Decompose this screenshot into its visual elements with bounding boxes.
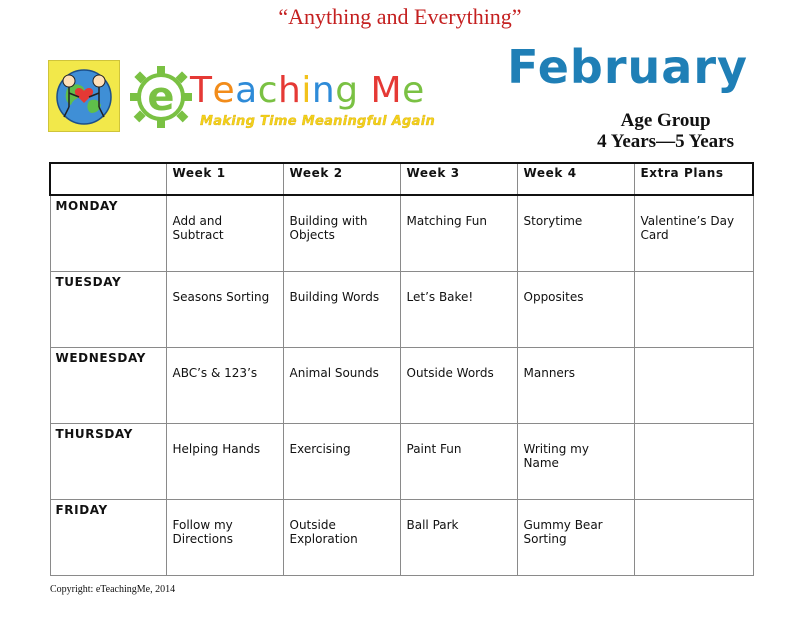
activity-cell: Building Words	[283, 271, 400, 347]
activity-cell	[634, 423, 753, 499]
activity-cell: Outside Words	[400, 347, 517, 423]
brand-letter: i	[301, 70, 312, 111]
brand-letter: h	[278, 70, 302, 111]
column-header: Extra Plans	[634, 163, 753, 195]
activity-cell: ABC’s & 123’s	[166, 347, 283, 423]
age-group	[597, 110, 734, 152]
brand-letter: e	[212, 70, 236, 111]
day-label: FRIDAY	[50, 499, 166, 575]
column-header: Week 4	[517, 163, 634, 195]
activity-cell: Exercising	[283, 423, 400, 499]
activity-cell: Writing my Name	[517, 423, 634, 499]
brand-letter: M	[370, 70, 403, 111]
activity-cell: Matching Fun	[400, 195, 517, 271]
day-label: THURSDAY	[50, 423, 166, 499]
tagline: “Anything and Everything”	[278, 4, 522, 29]
activity-cell: Helping Hands	[166, 423, 283, 499]
etm-logo	[48, 60, 448, 134]
brand-letter: T	[190, 70, 213, 111]
activity-cell: Seasons Sorting	[166, 271, 283, 347]
activity-cell: Ball Park	[400, 499, 517, 575]
activity-cell: Gummy Bear Sorting	[517, 499, 634, 575]
column-header: Week 2	[283, 163, 400, 195]
age-range: 4 Years—5 Years	[597, 131, 734, 152]
column-header: Week 3	[400, 163, 517, 195]
column-header	[50, 163, 166, 195]
activity-cell: Outside Exploration	[283, 499, 400, 575]
activity-cell: Let’s Bake!	[400, 271, 517, 347]
copyright-notice: Copyright: eTeachingMe, 2014	[50, 584, 176, 595]
day-label: TUESDAY	[50, 271, 166, 347]
month-title: February	[507, 40, 748, 94]
day-label: WEDNESDAY	[50, 347, 166, 423]
table-row	[50, 271, 753, 347]
activity-cell	[634, 347, 753, 423]
activity-cell: Manners	[517, 347, 634, 423]
table-row	[50, 499, 753, 575]
activity-cell: Follow my Directions	[166, 499, 283, 575]
activity-cell: Storytime	[517, 195, 634, 271]
activity-cell: Add and Subtract	[166, 195, 283, 271]
brand-letter: c	[257, 70, 279, 111]
day-label: MONDAY	[50, 195, 166, 271]
column-header: Week 1	[166, 163, 283, 195]
table-row	[50, 195, 753, 271]
brand-block	[128, 64, 448, 134]
brand-letter: a	[235, 70, 258, 111]
brand-letter: n	[311, 70, 336, 111]
brand-name	[190, 70, 425, 111]
gear-icon	[128, 64, 194, 130]
activity-cell	[634, 499, 753, 575]
table-row	[50, 347, 753, 423]
activity-cell: Opposites	[517, 271, 634, 347]
svg-text:e: e	[147, 74, 175, 120]
table-row	[50, 423, 753, 499]
brand-tagline: Making Time Meaningful Again	[200, 114, 436, 129]
activity-cell: Paint Fun	[400, 423, 517, 499]
activity-cell: Valentine’s Day Card	[634, 195, 753, 271]
kids-globe-emblem-icon	[48, 60, 120, 132]
activity-cell	[634, 271, 753, 347]
activity-cell: Animal Sounds	[283, 347, 400, 423]
brand-letter: e	[402, 70, 425, 111]
brand-letter: g	[335, 70, 359, 111]
lesson-plan-table	[49, 162, 754, 576]
brand-letter	[359, 70, 371, 111]
age-group-label: Age Group	[620, 110, 711, 131]
table-header-row	[50, 163, 753, 195]
activity-cell: Building with Objects	[283, 195, 400, 271]
